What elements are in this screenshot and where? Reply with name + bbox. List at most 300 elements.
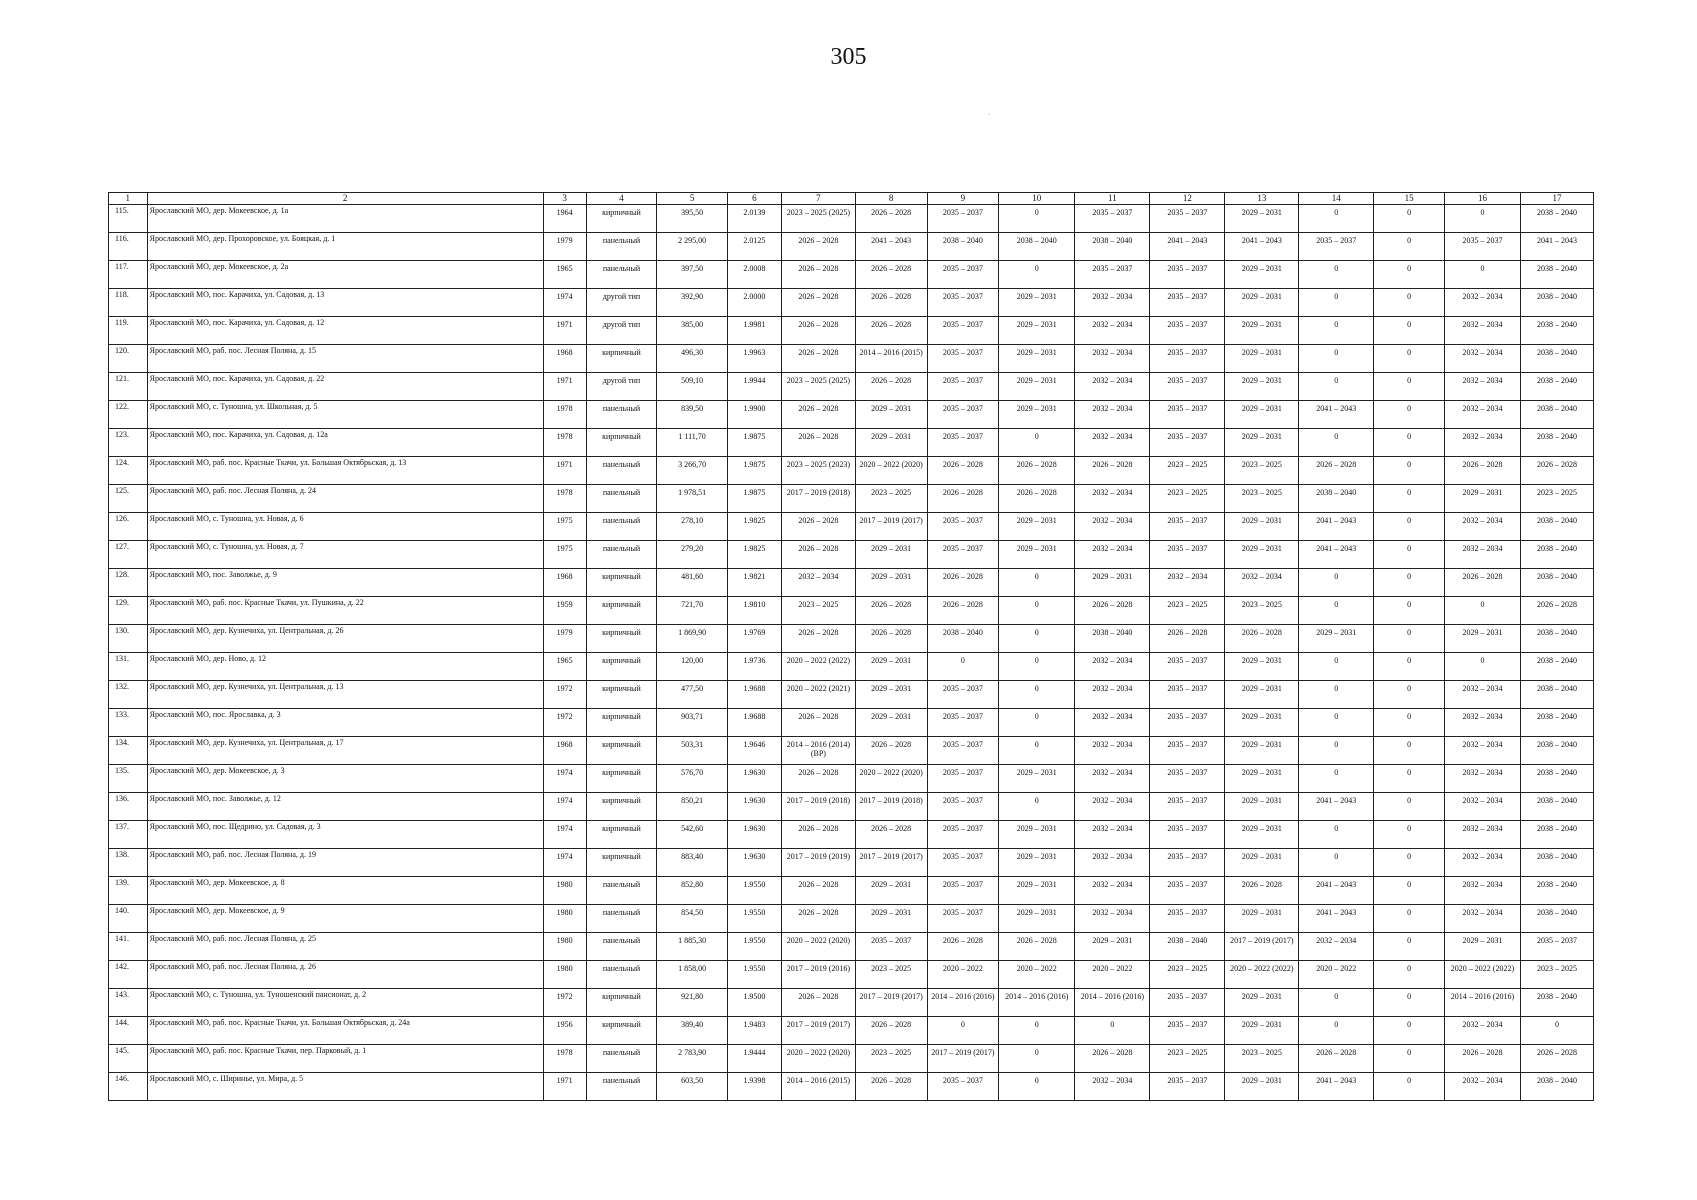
period-col-14-cell: 0 — [1299, 569, 1374, 597]
priority-index-cell: 1.9981 — [727, 317, 781, 345]
period-col-9-cell: 2035 – 2037 — [927, 541, 999, 569]
row-number-cell: 121. — [109, 373, 148, 401]
period-col-11-cell: 2029 – 2031 — [1075, 569, 1150, 597]
column-number-16: 16 — [1444, 193, 1520, 205]
period-col-10-cell: 0 — [999, 1017, 1075, 1045]
area-cell: 392,90 — [657, 289, 728, 317]
table-row — [109, 849, 1594, 877]
period-col-17-cell: 2038 – 2040 — [1521, 765, 1594, 793]
period-col-13-cell: 2029 – 2031 — [1225, 513, 1299, 541]
address-cell: Ярославский МО, с. Туношна, ул. Туношенский пансионат, д. 2 — [147, 989, 543, 1017]
period-col-12-cell: 2035 – 2037 — [1150, 709, 1225, 737]
column-number-12: 12 — [1150, 193, 1225, 205]
period-col-17-cell: 2038 – 2040 — [1521, 373, 1594, 401]
period-col-8-cell: 2017 – 2019 (2018) — [855, 793, 927, 821]
table-row — [109, 401, 1594, 429]
period-col-10-cell: 2029 – 2031 — [999, 765, 1075, 793]
period-col-16-cell: 2032 – 2034 — [1444, 289, 1520, 317]
period-col-16-cell: 2032 – 2034 — [1444, 793, 1520, 821]
period-col-10-cell: 0 — [999, 205, 1075, 233]
period-col-11-cell: 2032 – 2034 — [1075, 513, 1150, 541]
period-col-7-cell: 2026 – 2028 — [781, 821, 855, 849]
wall-material-cell: другой тип — [586, 373, 657, 401]
period-col-9-cell: 2026 – 2028 — [927, 933, 999, 961]
period-col-17-cell: 2038 – 2040 — [1521, 681, 1594, 709]
period-col-15-cell: 0 — [1374, 569, 1445, 597]
period-col-12-cell: 2035 – 2037 — [1150, 849, 1225, 877]
period-col-9-cell: 2035 – 2037 — [927, 821, 999, 849]
period-col-12-cell: 2035 – 2037 — [1150, 345, 1225, 373]
wall-material-cell: панельный — [586, 961, 657, 989]
period-col-15-cell: 0 — [1374, 345, 1445, 373]
period-col-17-cell: 2038 – 2040 — [1521, 513, 1594, 541]
area-cell: 1 869,90 — [657, 625, 728, 653]
period-col-8-cell: 2026 – 2028 — [855, 317, 927, 345]
period-col-10-cell: 2029 – 2031 — [999, 317, 1075, 345]
period-col-12-cell: 2023 – 2025 — [1150, 597, 1225, 625]
year-built-cell: 1974 — [543, 289, 586, 317]
year-built-cell: 1974 — [543, 849, 586, 877]
address-cell: Ярославский МО, раб. пос. Красные Ткачи, пер. Парковый, д. 1 — [147, 1045, 543, 1073]
wall-material-cell: кирпичный — [586, 709, 657, 737]
period-col-10-cell: 0 — [999, 737, 1075, 765]
period-col-12-cell: 2035 – 2037 — [1150, 1017, 1225, 1045]
period-col-7-cell: 2020 – 2022 (2020) — [781, 1045, 855, 1073]
period-col-11-cell: 2032 – 2034 — [1075, 793, 1150, 821]
period-col-16-cell: 2032 – 2034 — [1444, 709, 1520, 737]
period-col-17-cell: 2026 – 2028 — [1521, 457, 1594, 485]
period-col-16-cell: 2029 – 2031 — [1444, 485, 1520, 513]
year-built-cell: 1971 — [543, 457, 586, 485]
period-col-8-cell: 2026 – 2028 — [855, 205, 927, 233]
period-col-15-cell: 0 — [1374, 737, 1445, 765]
period-col-15-cell: 0 — [1374, 485, 1445, 513]
period-col-15-cell: 0 — [1374, 1073, 1445, 1101]
year-built-cell: 1971 — [543, 1073, 586, 1101]
period-col-9-cell: 2035 – 2037 — [927, 849, 999, 877]
year-built-cell: 1964 — [543, 205, 586, 233]
period-col-17-cell: 2038 – 2040 — [1521, 401, 1594, 429]
period-col-10-cell: 2029 – 2031 — [999, 373, 1075, 401]
table-row — [109, 765, 1594, 793]
period-col-15-cell: 0 — [1374, 1045, 1445, 1073]
row-number-cell: 135. — [109, 765, 148, 793]
address-cell: Ярославский МО, дер. Кузнечиха, ул. Центральная, д. 13 — [147, 681, 543, 709]
table-row — [109, 709, 1594, 737]
address-cell: Ярославский МО, раб. пос. Красные Ткачи, ул. Большая Октябрьская, д. 13 — [147, 457, 543, 485]
period-col-9-cell: 2026 – 2028 — [927, 457, 999, 485]
row-number-cell: 140. — [109, 905, 148, 933]
period-col-8-cell: 2029 – 2031 — [855, 653, 927, 681]
period-col-15-cell: 0 — [1374, 625, 1445, 653]
page-number: 305 — [830, 44, 867, 70]
period-col-16-cell: 2032 – 2034 — [1444, 401, 1520, 429]
period-col-17-cell: 2023 – 2025 — [1521, 961, 1594, 989]
priority-index-cell: 2.0125 — [727, 233, 781, 261]
table-row — [109, 457, 1594, 485]
period-col-16-cell: 2032 – 2034 — [1444, 1017, 1520, 1045]
period-col-17-cell: 2038 – 2040 — [1521, 849, 1594, 877]
period-col-11-cell: 2014 – 2016 (2016) — [1075, 989, 1150, 1017]
priority-index-cell: 1.9875 — [727, 457, 781, 485]
wall-material-cell: панельный — [586, 485, 657, 513]
wall-material-cell: другой тип — [586, 317, 657, 345]
priority-index-cell: 1.9944 — [727, 373, 781, 401]
period-col-17-cell: 2038 – 2040 — [1521, 709, 1594, 737]
table-row — [109, 989, 1594, 1017]
period-col-9-cell: 2035 – 2037 — [927, 317, 999, 345]
period-col-10-cell: 2029 – 2031 — [999, 821, 1075, 849]
area-cell: 850,21 — [657, 793, 728, 821]
area-cell: 496,30 — [657, 345, 728, 373]
period-col-8-cell: 2029 – 2031 — [855, 429, 927, 457]
period-col-13-cell: 2026 – 2028 — [1225, 877, 1299, 905]
year-built-cell: 1975 — [543, 541, 586, 569]
period-col-7-cell: 2017 – 2019 (2017) — [781, 1017, 855, 1045]
column-number-9: 9 — [927, 193, 999, 205]
column-number-row — [109, 193, 1594, 205]
period-col-14-cell: 0 — [1299, 205, 1374, 233]
area-cell: 1 858,00 — [657, 961, 728, 989]
year-built-cell: 1968 — [543, 737, 586, 765]
period-col-12-cell: 2035 – 2037 — [1150, 737, 1225, 765]
address-cell: Ярославский МО, дер. Мокеевское, д. 1а — [147, 205, 543, 233]
period-col-12-cell: 2035 – 2037 — [1150, 317, 1225, 345]
area-cell: 921,80 — [657, 989, 728, 1017]
period-col-15-cell: 0 — [1374, 681, 1445, 709]
period-col-15-cell: 0 — [1374, 513, 1445, 541]
period-col-17-cell: 2023 – 2025 — [1521, 485, 1594, 513]
area-cell: 120,00 — [657, 653, 728, 681]
period-col-13-cell: 2029 – 2031 — [1225, 709, 1299, 737]
area-cell: 883,40 — [657, 849, 728, 877]
period-col-16-cell: 2032 – 2034 — [1444, 429, 1520, 457]
period-col-14-cell: 2041 – 2043 — [1299, 877, 1374, 905]
period-col-11-cell: 2032 – 2034 — [1075, 877, 1150, 905]
period-col-14-cell: 0 — [1299, 345, 1374, 373]
column-number-4: 4 — [586, 193, 657, 205]
period-col-12-cell: 2035 – 2037 — [1150, 793, 1225, 821]
wall-material-cell: кирпичный — [586, 681, 657, 709]
period-col-7-cell: 2020 – 2022 (2020) — [781, 933, 855, 961]
period-col-14-cell: 2026 – 2028 — [1299, 1045, 1374, 1073]
period-col-12-cell: 2023 – 2025 — [1150, 485, 1225, 513]
priority-index-cell: 1.9550 — [727, 877, 781, 905]
period-col-14-cell: 2035 – 2037 — [1299, 233, 1374, 261]
period-col-7-cell: 2023 – 2025 (2025) — [781, 373, 855, 401]
period-col-7-cell: 2026 – 2028 — [781, 541, 855, 569]
period-col-14-cell: 0 — [1299, 261, 1374, 289]
period-col-9-cell: 2038 – 2040 — [927, 233, 999, 261]
period-col-13-cell: 2020 – 2022 (2022) — [1225, 961, 1299, 989]
period-col-11-cell: 2032 – 2034 — [1075, 821, 1150, 849]
priority-index-cell: 1.9769 — [727, 625, 781, 653]
area-cell: 2 295,00 — [657, 233, 728, 261]
period-col-13-cell: 2029 – 2031 — [1225, 1073, 1299, 1101]
period-col-17-cell: 2038 – 2040 — [1521, 317, 1594, 345]
period-col-15-cell: 0 — [1374, 821, 1445, 849]
period-col-8-cell: 2023 – 2025 — [855, 1045, 927, 1073]
period-col-9-cell: 2026 – 2028 — [927, 597, 999, 625]
table-row — [109, 1045, 1594, 1073]
period-col-9-cell: 2035 – 2037 — [927, 345, 999, 373]
period-col-12-cell: 2032 – 2034 — [1150, 569, 1225, 597]
year-built-cell: 1974 — [543, 821, 586, 849]
period-col-8-cell: 2023 – 2025 — [855, 485, 927, 513]
period-col-15-cell: 0 — [1374, 317, 1445, 345]
period-col-13-cell: 2029 – 2031 — [1225, 541, 1299, 569]
period-col-17-cell: 2038 – 2040 — [1521, 541, 1594, 569]
period-col-9-cell: 2035 – 2037 — [927, 793, 999, 821]
year-built-cell: 1980 — [543, 961, 586, 989]
wall-material-cell: панельный — [586, 877, 657, 905]
address-cell: Ярославский МО, с. Туношна, ул. Школьная, д. 5 — [147, 401, 543, 429]
address-cell: Ярославский МО, раб. пос. Лесная Поляна, д. 19 — [147, 849, 543, 877]
period-col-14-cell: 0 — [1299, 597, 1374, 625]
period-col-13-cell: 2029 – 2031 — [1225, 345, 1299, 373]
period-col-10-cell: 2020 – 2022 — [999, 961, 1075, 989]
period-col-7-cell: 2017 – 2019 (2018) — [781, 793, 855, 821]
address-cell: Ярославский МО, дер. Ново, д. 12 — [147, 653, 543, 681]
column-number-1: 1 — [109, 193, 148, 205]
period-col-16-cell: 2032 – 2034 — [1444, 765, 1520, 793]
period-col-10-cell: 0 — [999, 429, 1075, 457]
period-col-14-cell: 0 — [1299, 429, 1374, 457]
area-cell: 576,70 — [657, 765, 728, 793]
period-col-17-cell: 2026 – 2028 — [1521, 1045, 1594, 1073]
period-col-11-cell: 2032 – 2034 — [1075, 737, 1150, 765]
period-col-14-cell: 0 — [1299, 317, 1374, 345]
area-cell: 397,50 — [657, 261, 728, 289]
column-number-8: 8 — [855, 193, 927, 205]
address-cell: Ярославский МО, пос. Карачиха, ул. Садовая, д. 12 — [147, 317, 543, 345]
year-built-cell: 1974 — [543, 793, 586, 821]
period-col-16-cell: 2032 – 2034 — [1444, 317, 1520, 345]
period-col-11-cell: 2032 – 2034 — [1075, 345, 1150, 373]
period-col-8-cell: 2026 – 2028 — [855, 261, 927, 289]
period-col-7-cell: 2026 – 2028 — [781, 905, 855, 933]
area-cell: 854,50 — [657, 905, 728, 933]
period-col-16-cell: 2014 – 2016 (2016) — [1444, 989, 1520, 1017]
wall-material-cell: панельный — [586, 905, 657, 933]
period-col-14-cell: 2029 – 2031 — [1299, 625, 1374, 653]
period-col-10-cell: 2029 – 2031 — [999, 877, 1075, 905]
wall-material-cell: кирпичный — [586, 653, 657, 681]
row-number-cell: 136. — [109, 793, 148, 821]
wall-material-cell: кирпичный — [586, 1017, 657, 1045]
row-number-cell: 145. — [109, 1045, 148, 1073]
address-cell: Ярославский МО, пос. Карачиха, ул. Садовая, д. 12а — [147, 429, 543, 457]
period-col-16-cell: 2026 – 2028 — [1444, 1045, 1520, 1073]
year-built-cell: 1968 — [543, 345, 586, 373]
period-col-10-cell: 0 — [999, 1045, 1075, 1073]
period-col-16-cell: 2032 – 2034 — [1444, 541, 1520, 569]
row-number-cell: 139. — [109, 877, 148, 905]
wall-material-cell: панельный — [586, 261, 657, 289]
priority-index-cell: 1.9630 — [727, 793, 781, 821]
column-number-11: 11 — [1075, 193, 1150, 205]
year-built-cell: 1978 — [543, 485, 586, 513]
period-col-11-cell: 2020 – 2022 — [1075, 961, 1150, 989]
period-col-12-cell: 2035 – 2037 — [1150, 261, 1225, 289]
area-cell: 2 783,90 — [657, 1045, 728, 1073]
period-col-14-cell: 0 — [1299, 1017, 1374, 1045]
period-col-13-cell: 2029 – 2031 — [1225, 289, 1299, 317]
period-col-9-cell: 2035 – 2037 — [927, 289, 999, 317]
period-col-8-cell: 2023 – 2025 — [855, 961, 927, 989]
area-cell: 721,70 — [657, 597, 728, 625]
period-col-16-cell: 2026 – 2028 — [1444, 457, 1520, 485]
row-number-cell: 132. — [109, 681, 148, 709]
wall-material-cell: кирпичный — [586, 429, 657, 457]
row-number-cell: 122. — [109, 401, 148, 429]
wall-material-cell: панельный — [586, 1073, 657, 1101]
period-col-15-cell: 0 — [1374, 597, 1445, 625]
period-col-7-cell: 2026 – 2028 — [781, 261, 855, 289]
period-col-9-cell: 2035 – 2037 — [927, 205, 999, 233]
period-col-14-cell: 2041 – 2043 — [1299, 541, 1374, 569]
period-col-10-cell: 2029 – 2031 — [999, 345, 1075, 373]
period-col-17-cell: 2038 – 2040 — [1521, 205, 1594, 233]
period-col-12-cell: 2023 – 2025 — [1150, 961, 1225, 989]
area-cell: 1 978,51 — [657, 485, 728, 513]
period-col-13-cell: 2023 – 2025 — [1225, 457, 1299, 485]
period-col-14-cell: 2041 – 2043 — [1299, 513, 1374, 541]
address-cell: Ярославский МО, пос. Заволжье, д. 12 — [147, 793, 543, 821]
column-number-17: 17 — [1521, 193, 1594, 205]
period-col-10-cell: 2029 – 2031 — [999, 513, 1075, 541]
period-col-9-cell: 2014 – 2016 (2016) — [927, 989, 999, 1017]
priority-index-cell: 1.9963 — [727, 345, 781, 373]
period-col-17-cell: 2038 – 2040 — [1521, 905, 1594, 933]
period-col-13-cell: 2023 – 2025 — [1225, 1045, 1299, 1073]
area-cell: 385,00 — [657, 317, 728, 345]
row-number-cell: 124. — [109, 457, 148, 485]
year-built-cell: 1971 — [543, 373, 586, 401]
period-col-15-cell: 0 — [1374, 289, 1445, 317]
period-col-10-cell: 0 — [999, 709, 1075, 737]
address-cell: Ярославский МО, раб. пос. Лесная Поляна, д. 25 — [147, 933, 543, 961]
period-col-9-cell: 0 — [927, 1017, 999, 1045]
period-col-15-cell: 0 — [1374, 709, 1445, 737]
period-col-15-cell: 0 — [1374, 653, 1445, 681]
period-col-7-cell: 2026 – 2028 — [781, 345, 855, 373]
row-number-cell: 144. — [109, 1017, 148, 1045]
period-col-11-cell: 2032 – 2034 — [1075, 681, 1150, 709]
period-col-9-cell: 2020 – 2022 — [927, 961, 999, 989]
period-col-16-cell: 2026 – 2028 — [1444, 569, 1520, 597]
period-col-14-cell: 0 — [1299, 653, 1374, 681]
area-cell: 603,50 — [657, 1073, 728, 1101]
period-col-15-cell: 0 — [1374, 373, 1445, 401]
wall-material-cell: кирпичный — [586, 765, 657, 793]
period-col-9-cell: 2035 – 2037 — [927, 513, 999, 541]
period-col-12-cell: 2035 – 2037 — [1150, 513, 1225, 541]
address-cell: Ярославский МО, раб. пос. Лесная Поляна, д. 15 — [147, 345, 543, 373]
table-row — [109, 681, 1594, 709]
row-number-cell: 127. — [109, 541, 148, 569]
row-number-cell: 119. — [109, 317, 148, 345]
period-col-7-cell: 2026 – 2028 — [781, 625, 855, 653]
period-col-13-cell: 2029 – 2031 — [1225, 737, 1299, 765]
row-number-cell: 116. — [109, 233, 148, 261]
address-cell: Ярославский МО, пос. Карачиха, ул. Садовая, д. 13 — [147, 289, 543, 317]
period-col-12-cell: 2035 – 2037 — [1150, 821, 1225, 849]
period-col-10-cell: 2026 – 2028 — [999, 933, 1075, 961]
column-number-5: 5 — [657, 193, 728, 205]
period-col-16-cell: 2020 – 2022 (2022) — [1444, 961, 1520, 989]
wall-material-cell: кирпичный — [586, 737, 657, 765]
period-col-11-cell: 2032 – 2034 — [1075, 653, 1150, 681]
period-col-11-cell: 2032 – 2034 — [1075, 709, 1150, 737]
row-number-cell: 134. — [109, 737, 148, 765]
wall-material-cell: панельный — [586, 457, 657, 485]
period-col-16-cell: 2032 – 2034 — [1444, 905, 1520, 933]
table-row — [109, 261, 1594, 289]
area-cell: 481,60 — [657, 569, 728, 597]
wall-material-cell: другой тип — [586, 289, 657, 317]
period-col-8-cell: 2029 – 2031 — [855, 401, 927, 429]
period-col-13-cell: 2029 – 2031 — [1225, 821, 1299, 849]
period-col-16-cell: 2032 – 2034 — [1444, 877, 1520, 905]
period-col-15-cell: 0 — [1374, 233, 1445, 261]
table-row — [109, 877, 1594, 905]
period-col-7-cell: 2026 – 2028 — [781, 877, 855, 905]
table-row — [109, 737, 1594, 765]
period-col-16-cell: 0 — [1444, 597, 1520, 625]
period-col-13-cell: 2032 – 2034 — [1225, 569, 1299, 597]
period-col-8-cell: 2035 – 2037 — [855, 933, 927, 961]
address-cell: Ярославский МО, дер. Мокеевское, д. 3 — [147, 765, 543, 793]
period-col-17-cell: 2038 – 2040 — [1521, 989, 1594, 1017]
period-col-7-cell: 2032 – 2034 — [781, 569, 855, 597]
period-col-7-cell: 2026 – 2028 — [781, 289, 855, 317]
year-built-cell: 1956 — [543, 1017, 586, 1045]
year-built-cell: 1959 — [543, 597, 586, 625]
period-col-17-cell: 2035 – 2037 — [1521, 933, 1594, 961]
period-col-14-cell: 0 — [1299, 289, 1374, 317]
period-col-13-cell: 2029 – 2031 — [1225, 373, 1299, 401]
period-col-14-cell: 2041 – 2043 — [1299, 1073, 1374, 1101]
column-number-6: 6 — [727, 193, 781, 205]
period-col-13-cell: 2029 – 2031 — [1225, 681, 1299, 709]
period-col-12-cell: 2038 – 2040 — [1150, 933, 1225, 961]
column-number-13: 13 — [1225, 193, 1299, 205]
year-built-cell: 1972 — [543, 681, 586, 709]
period-col-15-cell: 0 — [1374, 457, 1445, 485]
period-col-17-cell: 2038 – 2040 — [1521, 821, 1594, 849]
year-built-cell: 1979 — [543, 233, 586, 261]
period-col-7-cell: 2017 – 2019 (2018) — [781, 485, 855, 513]
year-built-cell: 1965 — [543, 261, 586, 289]
period-col-17-cell: 2038 – 2040 — [1521, 569, 1594, 597]
priority-index-cell: 1.9398 — [727, 1073, 781, 1101]
period-col-15-cell: 0 — [1374, 877, 1445, 905]
period-col-12-cell: 2035 – 2037 — [1150, 541, 1225, 569]
table-row — [109, 233, 1594, 261]
address-cell: Ярославский МО, пос. Карачиха, ул. Садовая, д. 22 — [147, 373, 543, 401]
period-col-11-cell: 2032 – 2034 — [1075, 485, 1150, 513]
year-built-cell: 1972 — [543, 989, 586, 1017]
period-col-14-cell: 0 — [1299, 765, 1374, 793]
area-cell: 1 111,70 — [657, 429, 728, 457]
period-col-7-cell: 2026 – 2028 — [781, 429, 855, 457]
address-cell: Ярославский МО, дер. Мокеевское, д. 2а — [147, 261, 543, 289]
period-col-17-cell: 2038 – 2040 — [1521, 737, 1594, 765]
period-col-12-cell: 2035 – 2037 — [1150, 289, 1225, 317]
row-number-cell: 142. — [109, 961, 148, 989]
address-cell: Ярославский МО, раб. пос. Красные Ткачи, ул. Пушкина, д. 22 — [147, 597, 543, 625]
